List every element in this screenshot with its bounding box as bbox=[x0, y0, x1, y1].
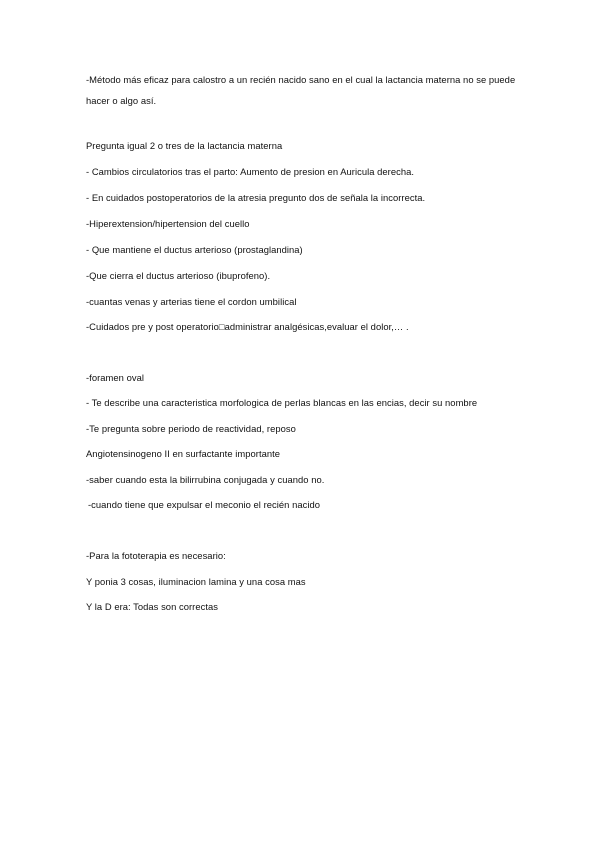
paragraph-angiotensinogeno: Angiotensinogeno II en surfactante importante bbox=[86, 448, 281, 459]
paragraph-meconio: -cuando tiene que expulsar el meconio el recién nacido bbox=[88, 499, 321, 510]
paragraph-perlas-blancas: - Te describe una caracteristica morfologica de perlas blancas en las encias, decir su nombre bbox=[86, 397, 478, 408]
paragraph-lactancia-materna: Pregunta igual 2 o tres de la lactancia materna bbox=[86, 140, 283, 151]
paragraph-cambios-circulatorios: - Cambios circulatorios tras el parto: Aumento de presion en Auricula derecha. bbox=[86, 166, 415, 177]
paragraph-foramen-oval: -foramen oval bbox=[86, 372, 144, 383]
paragraph-cordon-umbilical: -cuantas venas y arterias tiene el cordon umbilical bbox=[86, 296, 297, 307]
paragraph-cierra-ductus: -Que cierra el ductus arterioso (ibuprofeno). bbox=[86, 270, 271, 281]
paragraph-atresia: - En cuidados postoperatorios de la atresia pregunto dos de señala la incorrecta. bbox=[86, 192, 426, 203]
paragraph-mantiene-ductus: - Que mantiene el ductus arterioso (prostaglandina) bbox=[86, 244, 303, 255]
paragraph-tres-cosas: Y ponia 3 cosas, iluminacion lamina y una cosa mas bbox=[86, 576, 306, 587]
paragraph-cuidados-pre-post: -Cuidados pre y post operatorio□administrar analgésicas,evaluar el dolor,… . bbox=[86, 321, 409, 332]
paragraph-bilirrubina: -saber cuando esta la bilirrubina conjugada y cuando no. bbox=[86, 474, 325, 485]
paragraph-fototerapia: -Para la fototerapia es necesario: bbox=[86, 550, 226, 561]
paragraph-periodo-reactividad: -Te pregunta sobre periodo de reactividad, reposo bbox=[86, 423, 296, 434]
paragraph-hiperextension: -Hiperextension/hipertension del cuello bbox=[86, 218, 250, 229]
paragraph-todas-correctas: Y la D era: Todas son correctas bbox=[86, 601, 218, 612]
paragraph-metodo-calostro: -Método más eficaz para calostro a un recién nacido sano en el cual la lactancia materna no se puede hacer o algo así. bbox=[86, 74, 516, 106]
